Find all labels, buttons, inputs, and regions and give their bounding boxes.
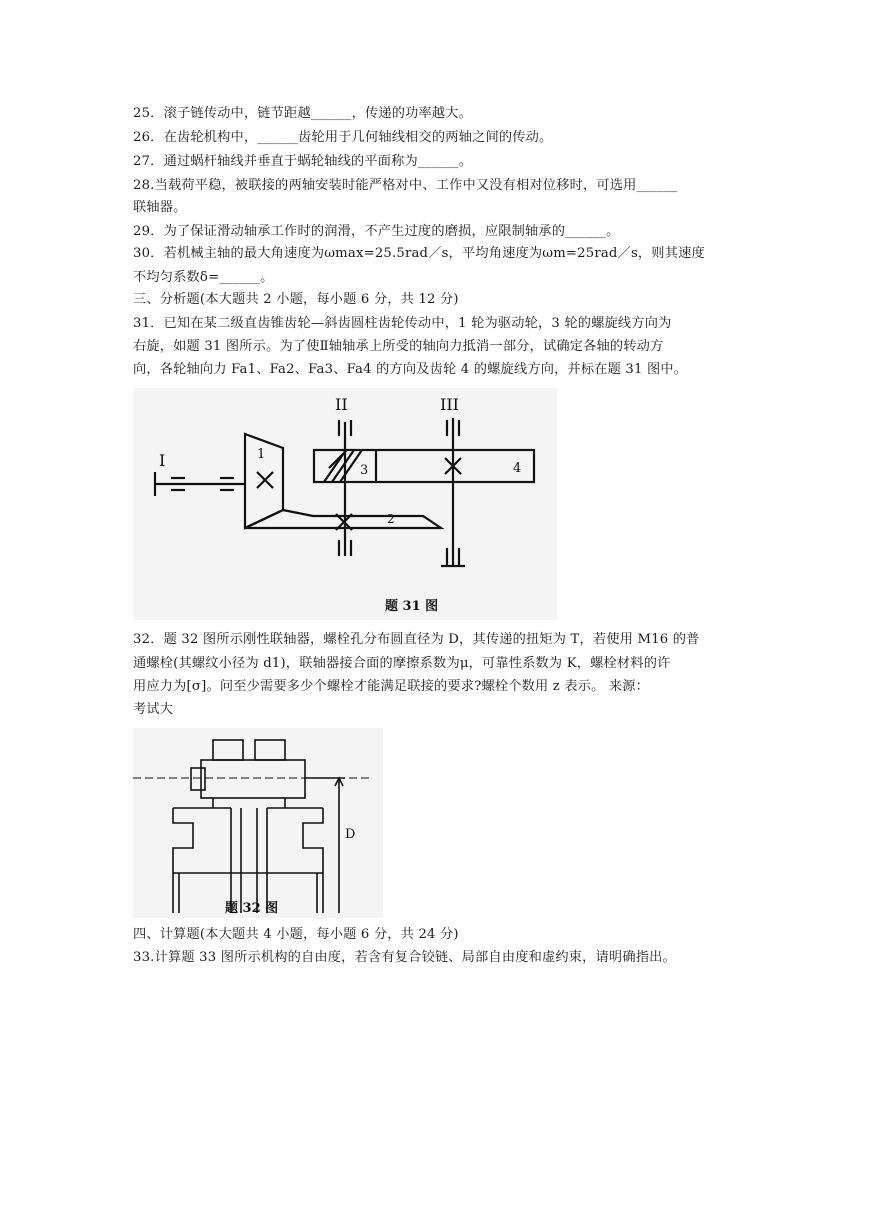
question-26: 26．在齿轮机构中，______齿轮用于几何轴线相交的两轴之间的传动。 (133, 130, 553, 145)
shaft-II-label: II (335, 395, 348, 414)
gear-2-label: 2 (387, 512, 395, 526)
dimension-D-label: D (345, 827, 356, 842)
question-31-line3: 向，各轮轴向力 Fa1、Fa2、Fa3、Fa4 的方向及齿轮 4 的螺旋线方向，并标在题 31 图中。 (133, 362, 688, 377)
question-31-line1: 31．已知在某二级直齿锥齿轮—斜齿圆柱齿轮传动中，1 轮为驱动轮，3 轮的螺旋线方向为 (133, 316, 672, 331)
question-27: 27．通过蜗杆轴线并垂直于蜗轮轴线的平面称为______。 (133, 154, 473, 169)
question-32-line2: 通螺栓(其螺纹小径为 d1)，联轴器接合面的摩擦系数为μ，可靠性系数为 K，螺栓材料的许 (133, 656, 671, 671)
question-32-line4: 考试大 (133, 702, 174, 717)
question-32-line3: 用应力为[σ]。问至少需要多少个螺栓才能满足联接的要求?螺栓个数用 z 表示。 来源： (133, 679, 650, 694)
question-31-line2: 右旋，如题 31 图所示。为了使Ⅱ轴轴承上所受的轴向力抵消一部分，试确定各轴的转动方 (133, 339, 664, 354)
figure-31 (133, 388, 557, 620)
question-25: 25．滚子链传动中，链节距越______，传递的功率越大。 (133, 106, 473, 121)
question-30-line1: 30．若机械主轴的最大角速度为ωmax=25.5rad／s，平均角速度为ωm=25rad／s，则其速度 (133, 246, 705, 261)
gear-1-label: 1 (257, 447, 266, 462)
shaft-I-label: I (159, 451, 166, 470)
figure-31-caption: 题 31 图 (385, 599, 439, 614)
section-3-heading: 三、分析题(本大题共 2 小题，每小题 6 分，共 12 分) (133, 292, 459, 307)
figure-32-caption: 题 32 图 (225, 901, 279, 916)
figure-32 (133, 728, 383, 918)
question-32-line1: 32．题 32 图所示刚性联轴器，螺栓孔分布圆直径为 D，其传递的扭矩为 T，若使用 M16 的普 (133, 632, 700, 647)
gear-4-label: 4 (513, 461, 522, 476)
question-30-line2: 不均匀系数δ=______。 (133, 270, 274, 285)
question-28-line2: 联轴器。 (133, 200, 187, 215)
shaft-III-label: III (440, 395, 459, 414)
question-28-line1: 28.当载荷平稳，被联接的两轴安装时能严格对中、工作中又没有相对位移时，可选用______ (133, 178, 678, 193)
question-29: 29．为了保证滑动轴承工作时的润滑，不产生过度的磨损，应限制轴承的______。 (133, 224, 620, 239)
section-4-heading: 四、计算题(本大题共 4 小题，每小题 6 分，共 24 分) (133, 927, 459, 942)
gear-3-label: 3 (360, 463, 369, 478)
question-33: 33.计算题 33 图所示机构的自由度，若含有复合铰链、局部自由度和虚约束，请明确指出。 (133, 950, 676, 965)
